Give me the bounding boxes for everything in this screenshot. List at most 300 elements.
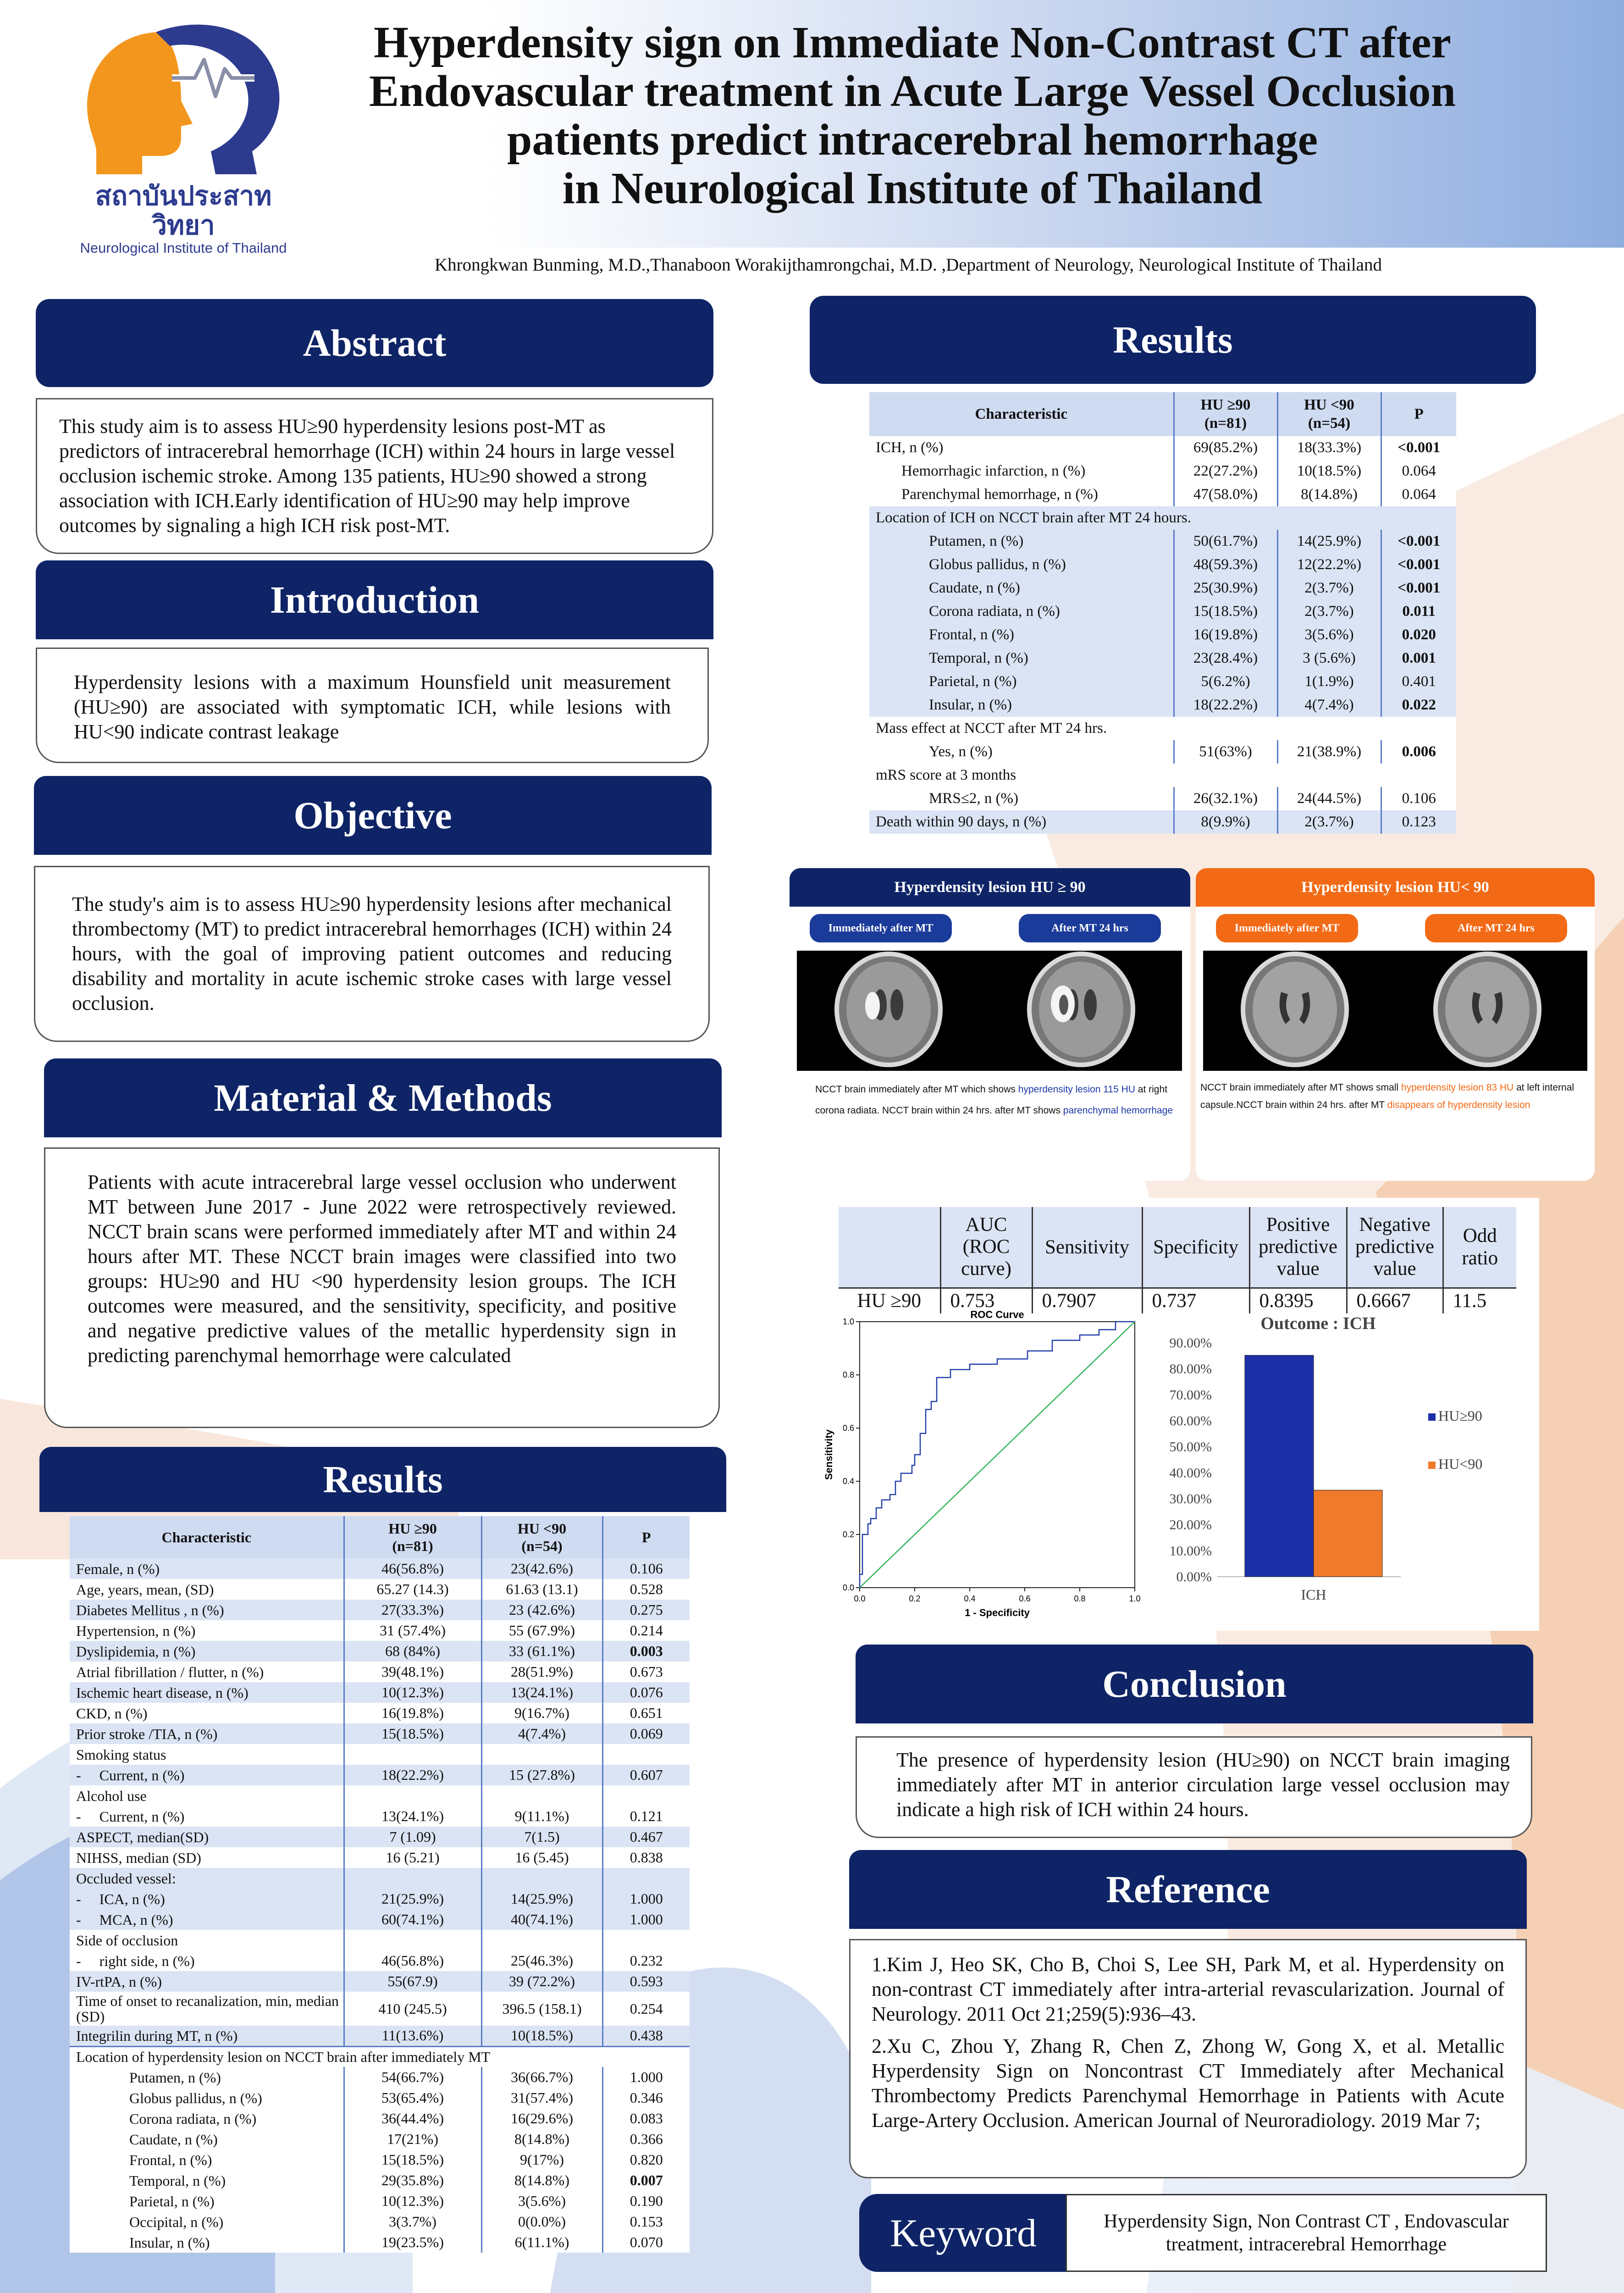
bar-chart-title: Outcome : ICH (1260, 1314, 1376, 1333)
table-cell: 46(56.8%) (344, 1558, 481, 1579)
caption-text: at left internal capsule.NCCT brain within 24 hrs. after MT (1200, 1082, 1574, 1110)
table-row (70, 2067, 690, 2088)
ct-caption (815, 1079, 1177, 1121)
table-cell: 6(11.1%) (481, 2232, 602, 2253)
table-cell: 25(30.9%) (1174, 576, 1277, 600)
legend-swatch (1428, 1462, 1436, 1469)
table-cell: 1.000 (602, 1909, 690, 1930)
caption-highlight: hyperdensity lesion 83 HU (1401, 1082, 1514, 1093)
table-cell: Hemorrhagic infarction, n (%) (901, 463, 1086, 479)
table-row (869, 647, 1456, 670)
table-cell: CKD, n (%) (76, 1705, 148, 1722)
table-row (869, 764, 1456, 787)
bar-category-label: ICH (1301, 1586, 1326, 1603)
table-cell: 410 (245.5) (344, 1992, 481, 2026)
table-cell: 1(1.9%) (1277, 670, 1381, 693)
table-cell: 10(12.3%) (344, 1682, 481, 1703)
table-cell: 10(18.5%) (481, 2026, 602, 2046)
table-row (70, 2170, 690, 2191)
col-header: Characteristic (869, 392, 1174, 436)
table-cell (344, 1930, 481, 1950)
table-cell: 15(18.5%) (344, 2149, 481, 2170)
table-cell: Hypertension, n (%) (76, 1622, 196, 1639)
legend-label: HU≥90 (1438, 1407, 1482, 1424)
table-cell: 55 (67.9%) (481, 1620, 602, 1641)
table-cell: Insular, n (%) (869, 693, 1174, 717)
table-cell: 0.121 (602, 1806, 690, 1827)
table-row (70, 1950, 690, 1971)
table-cell: 54(66.7%) (344, 2067, 481, 2088)
table-cell: 55(67.9) (344, 1971, 481, 1992)
table-cell: Globus pallidus, n (%) (869, 553, 1174, 576)
legend-swatch (1428, 1413, 1436, 1421)
table-cell: 0.528 (602, 1579, 690, 1600)
table-cell (344, 1785, 481, 1806)
keyword-text: Hyperdensity Sign, Non Contrast CT , Endovascular treatment, intracerebral Hemorrhage (1066, 2194, 1547, 2272)
table-cell: Diabetes Mellitus , n (%) (70, 1600, 344, 1620)
table-cell: 2(3.7%) (1277, 810, 1381, 834)
abstract-heading: Abstract (36, 299, 713, 387)
table-row (869, 506, 1456, 530)
table-cell: 39(48.1%) (344, 1662, 481, 1682)
metrics-cell: 0.737 (1142, 1288, 1249, 1313)
table-cell (481, 1785, 602, 1806)
table-cell: 4(7.4%) (481, 1723, 602, 1744)
metrics-header: Odd ratio (1443, 1207, 1516, 1288)
results-right-table-wrap (869, 392, 1456, 834)
table-cell: 2(3.7%) (1277, 600, 1381, 623)
roc-x-tick-label: 0.0 (854, 1594, 866, 1603)
table-cell: 10(12.3%) (344, 2191, 481, 2211)
table-cell: 14(25.9%) (1277, 530, 1381, 553)
table-cell: 0.083 (602, 2108, 690, 2129)
table-cell: 0.232 (602, 1950, 690, 1971)
table-row (70, 1889, 690, 1909)
roc-x-tick-label: 0.6 (1019, 1594, 1031, 1603)
reference-box (849, 1939, 1527, 2178)
col-header: HU <90 (n=54) (1277, 392, 1381, 436)
metrics-cell: 11.5 (1443, 1288, 1516, 1313)
table-cell: 31(57.4%) (481, 2088, 602, 2108)
table-cell: 16 (5.21) (344, 1847, 481, 1868)
results-right-table (869, 392, 1456, 834)
table-cell: 0.069 (602, 1723, 690, 1744)
metrics-table (839, 1207, 1516, 1313)
table-cell: 21(25.9%) (344, 1889, 481, 1909)
table-cell: Putamen, n (%) (129, 2069, 221, 2086)
metrics-header: AUC (ROC curve) (940, 1207, 1032, 1288)
table-row (869, 483, 1456, 506)
table-row (70, 2026, 690, 2046)
title-line: in Neurological Institute of Thailand (562, 164, 1263, 213)
table-cell (481, 1744, 602, 1765)
table-cell: 36(66.7%) (481, 2067, 602, 2088)
table-cell: 0.651 (602, 1703, 690, 1723)
table-cell: 0.022 (1381, 693, 1456, 717)
table-row (70, 1662, 690, 1682)
pill-after-24hrs: After MT 24 hrs (1019, 914, 1161, 942)
table-cell: 16(29.6%) (481, 2108, 602, 2129)
table-row (70, 2046, 690, 2067)
table-cell: 0.820 (602, 2149, 690, 2170)
table-row (70, 1827, 690, 1847)
poster-title (358, 18, 1467, 213)
table-cell: 0.254 (602, 1992, 690, 2026)
table-cell: Age, years, mean, (SD) (76, 1581, 214, 1598)
table-cell: Occluded vessel: (70, 1868, 344, 1889)
metrics-cell: 0.753 (940, 1288, 1032, 1313)
table-row (869, 740, 1456, 764)
table-cell: 3 (5.6%) (1277, 647, 1381, 670)
ct-scan-image (797, 951, 1182, 1071)
table-cell (602, 1785, 690, 1806)
logo-english-text: Neurological Institute of Thailand (80, 240, 287, 256)
table-row (70, 1641, 690, 1662)
table-cell: Atrial fibrillation / flutter, n (%) (76, 1663, 264, 1680)
table-cell: - Current, n (%) (76, 1808, 185, 1825)
table-row (70, 2211, 690, 2232)
logo-thai-text: สถาบันประสาทวิทยา (95, 180, 272, 241)
table-row (869, 530, 1456, 553)
bar-hu-low (1314, 1490, 1382, 1577)
table-cell: Death within 90 days, n (%) (869, 810, 1174, 834)
table-cell: 1.000 (602, 1889, 690, 1909)
table-cell: 26(32.1%) (1174, 787, 1277, 810)
title-line: patients predict intracerebral hemorrhage (507, 115, 1318, 165)
table-cell: <0.001 (1381, 436, 1456, 460)
caption-text: NCCT brain immediately after MT which shows (815, 1084, 1018, 1095)
table-cell: ASPECT, median(SD) (70, 1827, 344, 1847)
table-cell (481, 1930, 602, 1950)
table-cell: 16 (5.45) (481, 1847, 602, 1868)
table-cell: 0.438 (602, 2026, 690, 2046)
table-cell: Insular, n (%) (129, 2234, 210, 2251)
table-cell: Caudate, n (%) (869, 576, 1174, 600)
table-cell (344, 1868, 481, 1889)
outcome-bar-chart (1149, 1306, 1543, 1627)
table-cell: <0.001 (1381, 530, 1456, 553)
ct-brain-image (797, 951, 1182, 1071)
bar-y-tick-label: 40.00% (1169, 1465, 1212, 1481)
table-row (869, 670, 1456, 693)
table-row (70, 1971, 690, 1992)
table-row (70, 1930, 690, 1950)
ct-panel-title: Hyperdensity lesion HU< 90 (1196, 868, 1595, 907)
reference-item: 2.Xu C, Zhou Y, Zhang R, Chen Z, Zhong W, Gong X, et al. Metallic Hyperdensity Sign on Noncontrast CT Immediately after Mechanical Thrombectomy Predicts Parenchymal Hemorrhage in Patients with Acute Large-Artery Occlusion. American Journal of Neuroradiology. 2019 Mar 7; (872, 2035, 1504, 2132)
table-cell: 3(5.6%) (481, 2191, 602, 2211)
table-cell: Location of hyperdensity lesion on NCCT brain after immediately MT (76, 2048, 491, 2065)
table-cell: 14(25.9%) (481, 1889, 602, 1909)
table-row (70, 2129, 690, 2149)
table-cell (481, 1868, 602, 1889)
table-row (869, 460, 1456, 483)
table-row (70, 1806, 690, 1827)
table-cell: Globus pallidus, n (%) (129, 2089, 262, 2106)
bar-y-tick-label: 0.00% (1176, 1569, 1212, 1584)
table-cell: 0.123 (1381, 810, 1456, 834)
table-row (869, 717, 1456, 740)
table-cell: Smoking status (76, 1746, 166, 1763)
metrics-cell: 0.6667 (1347, 1288, 1443, 1313)
table-cell: 18(33.3%) (1277, 436, 1381, 460)
table-cell: 0.106 (602, 1558, 690, 1579)
metrics-header: Positive predictive value (1249, 1207, 1347, 1288)
table-cell (602, 1868, 690, 1889)
table-row (70, 1847, 690, 1868)
table-cell: 3(5.6%) (1277, 623, 1381, 647)
ct-scan-image (1203, 951, 1587, 1071)
table-cell: NIHSS, median (SD) (76, 1849, 201, 1866)
table-cell: 2(3.7%) (1277, 576, 1381, 600)
caption-highlight: parenchymal hemorrhage (1063, 1105, 1173, 1116)
metrics-cell: 0.7907 (1032, 1288, 1142, 1313)
table-cell: Corona radiata, n (%) (869, 600, 1174, 623)
table-cell: 12(22.2%) (1277, 553, 1381, 576)
col-header: P (1381, 392, 1456, 436)
authors-line: Khrongkwan Bunming, M.D.,Thanaboon Worakijthamrongchai, M.D. ,Department of Neurology, Neurological Institute of Thailand (435, 255, 1382, 275)
table-cell: Mass effect at NCCT after MT 24 hrs. (876, 720, 1107, 737)
conclusion-heading: Conclusion (856, 1645, 1533, 1723)
objective-text: The study's aim is to assess HU≥90 hyperdensity lesions after mechanical thrombectomy (MT) to predict intracerebral hemorrhages (ICH) within 24 hours, with the goal of improving patient outcomes and reducing disability and mortality in acute ischemic stroke cases with large vessel occlusion. (34, 866, 710, 1042)
table-row (70, 1992, 690, 2026)
table-cell: 0.607 (602, 1765, 690, 1785)
table-row (70, 2232, 690, 2253)
table-cell: Ischemic heart disease, n (%) (70, 1682, 344, 1703)
table-cell: 15 (27.8%) (481, 1765, 602, 1785)
ct-panel-hu-high (790, 868, 1190, 1181)
bar-y-tick-label: 50.00% (1169, 1439, 1212, 1455)
metrics-header: Specificity (1142, 1207, 1249, 1288)
table-cell: 0.106 (1381, 787, 1456, 810)
table-cell: 21(38.9%) (1277, 740, 1381, 764)
institute-logo (64, 14, 303, 256)
table-cell: 0.275 (602, 1600, 690, 1620)
table-cell: 23 (42.6%) (481, 1600, 602, 1620)
table-cell: 8(9.9%) (1174, 810, 1277, 834)
table-row (70, 2088, 690, 2108)
table-cell: 0.070 (602, 2232, 690, 2253)
table-row (869, 693, 1456, 717)
table-cell: 4(7.4%) (1277, 693, 1381, 717)
table-cell: 396.5 (158.1) (481, 1992, 602, 2026)
table-cell: 0.153 (602, 2211, 690, 2232)
table-cell: - ICA, n (%) (70, 1889, 344, 1909)
table-cell: 39 (72.2%) (481, 1971, 602, 1992)
col-header: Characteristic (70, 1516, 344, 1558)
methods-heading: Material & Methods (44, 1058, 722, 1137)
caption-text: NCCT brain immediately after MT shows small (1200, 1082, 1402, 1093)
table-cell: Temporal, n (%) (869, 647, 1174, 670)
table-cell: 7 (1.09) (344, 1827, 481, 1847)
table-cell: 7(1.5) (481, 1827, 602, 1847)
abstract-text: This study aim is to assess HU≥90 hyperdensity lesions post-MT as predictors of intracerebral hemorrhage (ICH) within 24 hours in large vessel occlusion ischemic stroke. Among 135 patients, HU≥90 showed a strong association with ICH.Early identification of HU≥90 may help improve outcomes by signaling a high ICH risk post-MT. (36, 398, 713, 554)
metrics-cell: HU ≥90 (857, 1290, 921, 1312)
bar-y-tick-label: 60.00% (1169, 1413, 1212, 1429)
table-cell: 40(74.1%) (481, 1909, 602, 1930)
table-row (70, 1765, 690, 1785)
col-header: HU ≥90 (n=81) (344, 1516, 481, 1558)
roc-x-axis-label: 1 - Specificity (965, 1607, 1030, 1618)
table-row (70, 1558, 690, 1579)
metrics-header: Negative predictive value (1347, 1207, 1443, 1288)
table-cell: Parenchymal hemorrhage, n (%) (901, 486, 1098, 503)
table-cell: 0.593 (602, 1971, 690, 1992)
table-row (70, 1744, 690, 1765)
results-left-table (70, 1516, 690, 2253)
pill-after-24hrs: After MT 24 hrs (1425, 914, 1567, 942)
table-cell: Prior stroke /TIA, n (%) (70, 1723, 344, 1744)
table-row (869, 787, 1456, 810)
table-cell: 16(19.8%) (344, 1703, 481, 1723)
table-row (869, 553, 1456, 576)
table-row (70, 1682, 690, 1703)
roc-x-tick-label: 1.0 (1129, 1594, 1141, 1603)
roc-x-tick-label: 0.8 (1074, 1594, 1086, 1603)
table-cell: Yes, n (%) (929, 743, 993, 760)
table-cell: 61.63 (13.1) (481, 1579, 602, 1600)
table-cell: - right side, n (%) (76, 1952, 195, 1969)
table-cell: Integrilin during MT, n (%) (70, 2026, 344, 2046)
col-header: HU ≥90 (n=81) (1174, 392, 1277, 436)
table-cell: 16(19.8%) (1174, 623, 1277, 647)
table-cell: 11(13.6%) (344, 2026, 481, 2046)
table-cell: 0.467 (602, 1827, 690, 1847)
table-row (70, 1868, 690, 1889)
metrics-header: Sensitivity (1032, 1207, 1142, 1288)
table-row (70, 1723, 690, 1744)
table-cell: Dyslipidemia, n (%) (70, 1641, 344, 1662)
caption-highlight: disappears of hyperdensity lesion (1387, 1100, 1530, 1110)
table-cell (602, 1744, 690, 1765)
bar-y-tick-label: 70.00% (1169, 1387, 1212, 1403)
table-row (70, 1785, 690, 1806)
table-cell: 18(22.2%) (344, 1765, 481, 1785)
table-cell: 19(23.5%) (344, 2232, 481, 2253)
table-cell: 0.064 (1381, 483, 1456, 506)
ct-panel-title: Hyperdensity lesion HU ≥ 90 (790, 868, 1190, 907)
roc-title: ROC Curve (970, 1309, 1024, 1320)
roc-y-tick-label: 0.2 (842, 1530, 854, 1539)
table-cell: 0.346 (602, 2088, 690, 2108)
caption-highlight: hyperdensity lesion 115 HU (1018, 1084, 1135, 1095)
metrics-panel (818, 1198, 1539, 1631)
table-cell (602, 1930, 690, 1950)
table-cell: 0.838 (602, 1847, 690, 1868)
table-row (70, 1703, 690, 1723)
table-cell: 13(24.1%) (481, 1682, 602, 1703)
table-cell: Female, n (%) (70, 1558, 344, 1579)
bar-y-tick-label: 90.00% (1169, 1335, 1212, 1351)
table-cell: 0.076 (602, 1682, 690, 1703)
table-cell: Temporal, n (%) (129, 2172, 226, 2189)
table-cell: ICH, n (%) (876, 439, 944, 456)
table-row (70, 2191, 690, 2211)
table-cell: Alcohol use (76, 1787, 147, 1804)
table-cell: 0.001 (1381, 647, 1456, 670)
head-logo-icon (64, 14, 303, 179)
table-cell: 15(18.5%) (1174, 600, 1277, 623)
introduction-text: Hyperdensity lesions with a maximum Hounsfield unit measurement (HU≥90) are associated with symptomatic ICH, while lesions with HU<90 indicate contrast leakage (36, 648, 709, 763)
table-cell: <0.001 (1381, 576, 1456, 600)
table-cell: 23(28.4%) (1174, 647, 1277, 670)
table-cell: 68 (84%) (344, 1641, 481, 1662)
table-cell: 47(58.0%) (1174, 483, 1277, 506)
table-cell: MRS≤2, n (%) (929, 790, 1019, 807)
table-row (70, 2108, 690, 2129)
table-row (869, 576, 1456, 600)
roc-x-tick-label: 0.2 (909, 1594, 921, 1603)
conclusion-text: The presence of hyperdensity lesion (HU≥90) on NCCT brain imaging immediately after MT in anterior circulation large vessel occlusion may indicate a high risk of ICH within 24 hours. (856, 1736, 1532, 1838)
table-cell: 15(18.5%) (344, 1723, 481, 1744)
results-right-heading: Results (810, 296, 1536, 384)
table-cell: 17(21%) (344, 2129, 481, 2149)
table-cell: 3(3.7%) (344, 2211, 481, 2232)
table-cell: 24(44.5%) (1277, 787, 1381, 810)
table-cell: 65.27 (14.3) (344, 1579, 481, 1600)
table-cell: 27(33.3%) (344, 1600, 481, 1620)
table-cell: 53(65.4%) (344, 2088, 481, 2108)
table-cell: 0.007 (602, 2170, 690, 2191)
table-cell: 0.064 (1381, 460, 1456, 483)
table-row (869, 810, 1456, 834)
roc-y-tick-label: 1.0 (842, 1317, 854, 1326)
table-cell: Corona radiata, n (%) (129, 2110, 257, 2127)
ct-panel-hu-low (1196, 868, 1595, 1181)
table-cell: mRS score at 3 months (876, 767, 1016, 783)
col-header: HU <90 (n=54) (481, 1516, 602, 1558)
table-cell: 9(11.1%) (481, 1806, 602, 1827)
pill-immediately: Immediately after MT (1216, 914, 1358, 942)
roc-y-tick-label: 0.6 (842, 1423, 854, 1433)
table-row (70, 2149, 690, 2170)
bar-y-tick-label: 20.00% (1169, 1517, 1212, 1533)
table-row (869, 600, 1456, 623)
reference-item: 1.Kim J, Heo SK, Cho B, Choi S, Lee SH, Park M, et al. Hyperdensity on non-contrast CT immediately after intra-arterial revascularization. Journal of Neurology. 2011 Oct 21;259(5):936–43. (872, 1953, 1504, 2025)
table-cell: 46(56.8%) (344, 1950, 481, 1971)
col-header: P (602, 1516, 690, 1558)
roc-x-tick-label: 0.4 (964, 1594, 976, 1603)
table-cell: 50(61.7%) (1174, 530, 1277, 553)
table-cell: 10(18.5%) (1277, 460, 1381, 483)
table-cell: 9(17%) (481, 2149, 602, 2170)
table-cell: 36(44.4%) (344, 2108, 481, 2129)
table-cell: 60(74.1%) (344, 1909, 481, 1930)
table-cell: 8(14.8%) (481, 2170, 602, 2191)
table-row (869, 436, 1456, 460)
table-cell: 0.366 (602, 2129, 690, 2149)
table-cell: 0.673 (602, 1662, 690, 1682)
table-cell: 69(85.2%) (1174, 436, 1277, 460)
table-cell: <0.001 (1381, 553, 1456, 576)
table-cell: Parietal, n (%) (869, 670, 1174, 693)
table-cell: 8(14.8%) (1277, 483, 1381, 506)
table-cell: 0.020 (1381, 623, 1456, 647)
bar-y-tick-label: 80.00% (1169, 1361, 1212, 1377)
reference-heading: Reference (849, 1850, 1527, 1929)
pill-immediately: Immediately after MT (810, 914, 952, 942)
results-left-table-wrap (70, 1516, 690, 2253)
table-cell: Occipital, n (%) (129, 2213, 224, 2230)
table-cell: 31 (57.4%) (344, 1620, 481, 1641)
table-cell: 13(24.1%) (344, 1806, 481, 1827)
roc-chart (822, 1306, 1141, 1627)
table-cell: 0.006 (1381, 740, 1456, 764)
table-cell: 48(59.3%) (1174, 553, 1277, 576)
metrics-cell: 0.8395 (1249, 1288, 1347, 1313)
table-row (70, 1909, 690, 1930)
keyword-label: Keyword (859, 2194, 1067, 2272)
table-cell: 0.401 (1381, 670, 1456, 693)
